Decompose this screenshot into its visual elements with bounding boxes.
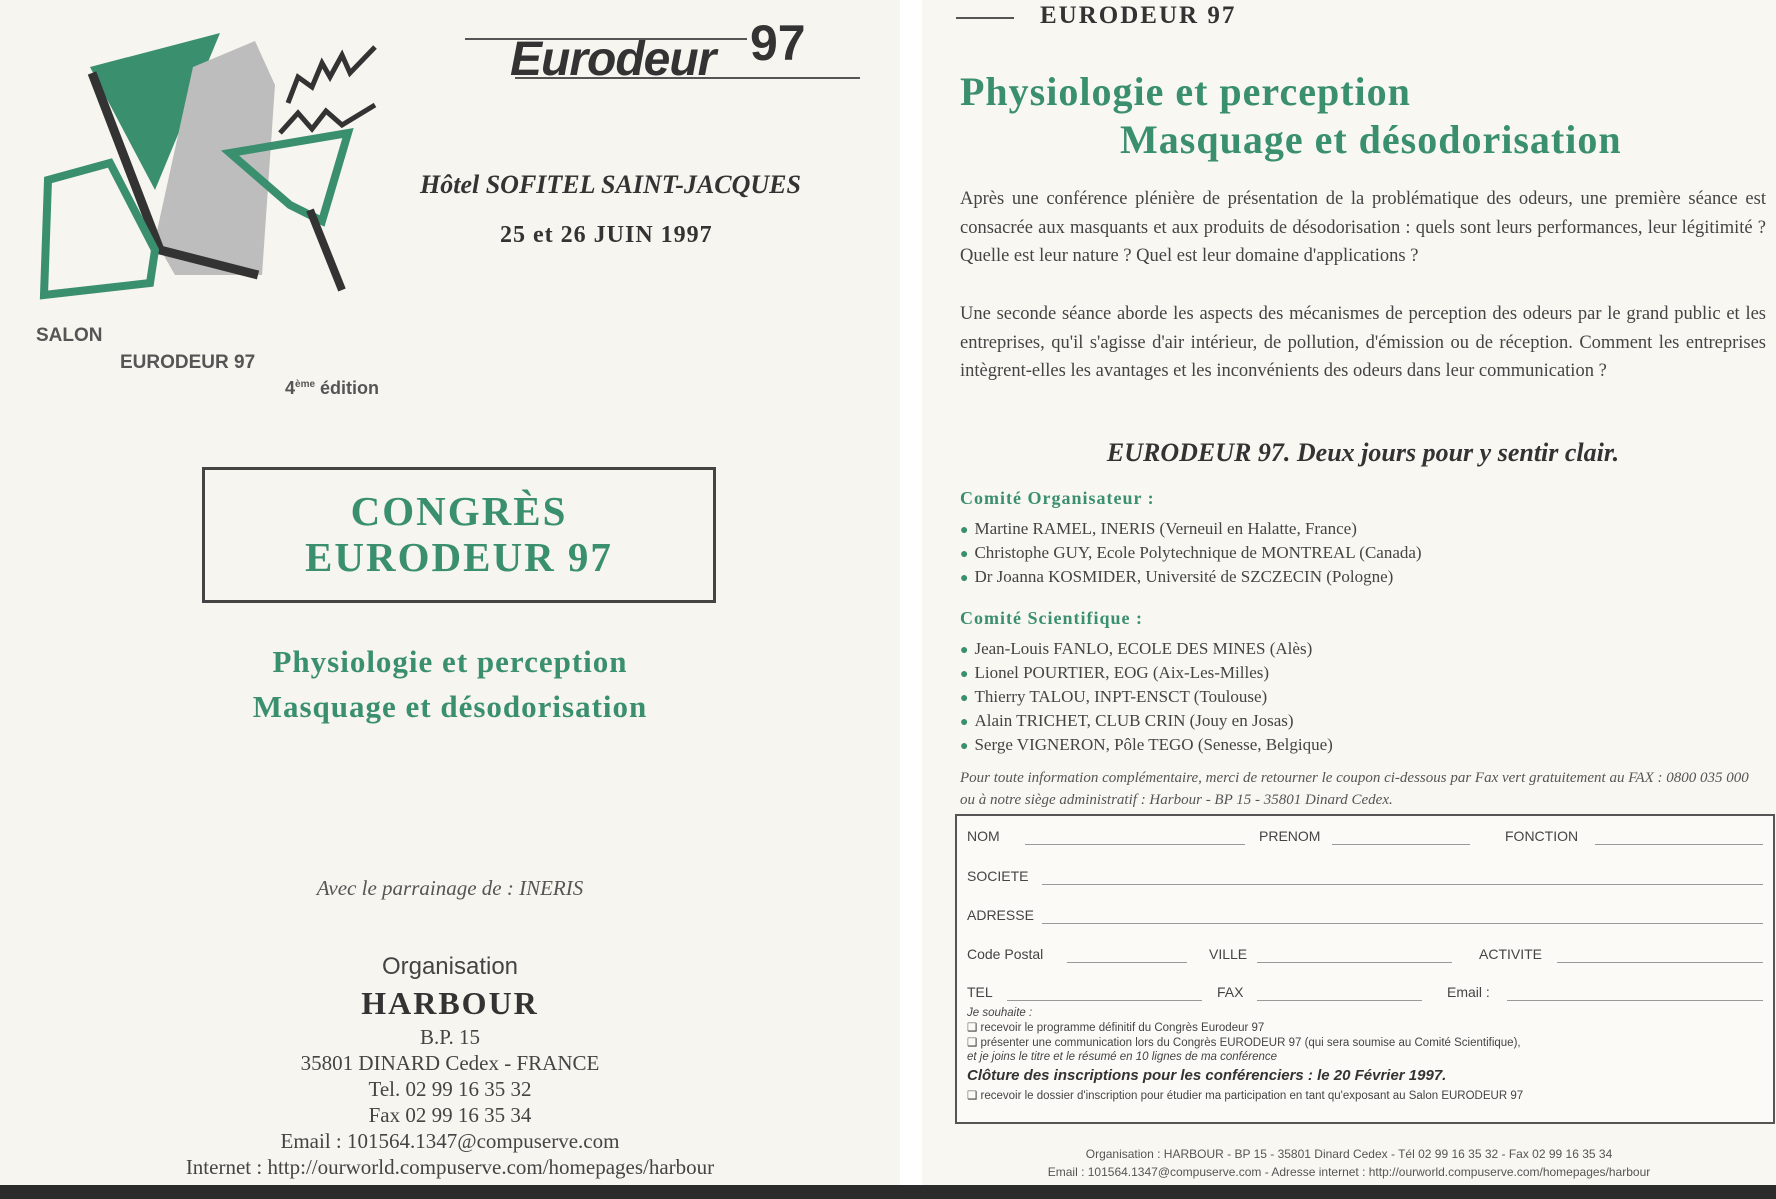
organisation-fax: Fax 02 99 16 35 34: [368, 1103, 532, 1127]
page-title-line1: Physiologie et perception: [960, 69, 1411, 114]
tel-label: TEL: [967, 984, 993, 1000]
list-item: ● Jean-Louis FANLO, ECOLE DES MINES (Alès): [960, 638, 1333, 662]
page-title-line2: Masquage et désodorisation: [1120, 117, 1622, 162]
logo-zigzag-bottom: [280, 105, 375, 133]
fax-label: FAX: [1217, 984, 1244, 1000]
header-eurodeur-word: Eurodeur: [510, 33, 716, 86]
list-item: ● Thierry TALOU, INPT-ENSCT (Toulouse): [960, 686, 1333, 710]
form-row-city: [967, 946, 1763, 966]
organisation-tel: Tel. 02 99 16 35 32: [368, 1077, 532, 1101]
form-row-adresse: [967, 907, 1763, 927]
list-item: ● Lionel POURTIER, EOG (Aix-Les-Milles): [960, 662, 1333, 686]
event-dates: 25 et 26 JUIN 1997: [500, 222, 713, 248]
page-header: EURODEUR 97: [1040, 2, 1237, 29]
intro-paragraph-2: Une seconde séance aborde les aspects des mécanismes de perception des odeurs par le grand public et les entreprises, qu'il s'agisse d'air intérieur, de pollution, d'émission ou de réception. Comment les entreprises intègrent-elles les avantages et les inconvénients des odeurs dans leur communication ?: [960, 304, 1766, 381]
form-row-societe: [967, 868, 1763, 888]
organisation-internet: Internet : http://ourworld.compuserve.com/homepages/harbour: [185, 1155, 715, 1179]
email-field[interactable]: [1507, 1000, 1763, 1001]
list-item: ● Dr Joanna KOSMIDER, Université de SZCZECIN (Pologne): [960, 566, 1422, 590]
ville-label: VILLE: [1209, 946, 1248, 962]
registration-coupon: [955, 814, 1775, 1124]
organisation-bp: B.P. 15: [419, 1025, 481, 1049]
nom-field[interactable]: [1025, 844, 1245, 845]
venue-name: Hôtel SOFITEL SAINT-JACQUES: [420, 170, 801, 199]
header-rule: [956, 17, 1014, 19]
congres-line2: EURODEUR 97: [305, 534, 613, 580]
edition-label: 4ème édition: [285, 378, 380, 398]
souhaite-label: Je souhaite :: [967, 1007, 1033, 1019]
organising-committee-list: [960, 518, 1422, 590]
salon-label: SALON: [36, 325, 103, 346]
activite-label: ACTIVITE: [1479, 946, 1543, 962]
fonction-label: FONCTION: [1505, 828, 1579, 844]
fax-field[interactable]: [1257, 1000, 1422, 1001]
scientific-committee-list: [960, 638, 1333, 758]
organisation-city: 35801 DINARD Cedex - FRANCE: [300, 1051, 600, 1075]
salon-eurodeur-label: EURODEUR 97: [120, 352, 256, 373]
sponsorship-text: Avec le parrainage de : INERIS: [316, 876, 584, 900]
bottom-border: [0, 1185, 1776, 1199]
organising-committee-title: Comité Organisateur :: [960, 488, 1155, 508]
form-row-contact: [967, 984, 1763, 1004]
intro-paragraph-1: Après une conférence plénière de présentation de la problématique des odeurs, une première séance est consacrée aux masquants et aux produits de désodorisation : quels sont leurs performances, leur légitimité ? Quelle est leur nature ? Quel est leur domaine d'applications ?: [960, 189, 1766, 266]
organisation-label: Organisation: [381, 953, 519, 980]
info-note: Pour toute information complémentaire, merci de retourner le coupon ci-dessous par Fax vert gratuitement au FAX : 0800 035 000 ou à notre siège administratif : Harbour - BP 15 - 35801 Dinard Cedex.: [960, 770, 1749, 808]
prenom-label: PRENOM: [1259, 828, 1321, 844]
tel-field[interactable]: [1007, 1000, 1202, 1001]
list-item: ● Martine RAMEL, INERIS (Verneuil en Halatte, France): [960, 518, 1422, 542]
code-postal-field[interactable]: [1067, 962, 1187, 963]
congres-line1: CONGRÈS: [350, 488, 568, 534]
option-communication-checkbox[interactable]: ❑ présenter une communication lors du Congrès EURODEUR 97 (qui sera soumise au Comité Scientifique),: [967, 1037, 1521, 1049]
closing-date-notice: Clôture des inscriptions pour les conférenciers : le 20 Février 1997.: [967, 1067, 1447, 1084]
adresse-label: ADRESSE: [967, 907, 1034, 923]
congres-title-box: [202, 467, 716, 603]
option-exposant-checkbox[interactable]: ❑ recevoir le dossier d'inscription pour étudier ma participation en tant qu'exposant au Salon EURODEUR 97: [967, 1090, 1524, 1102]
organisation-name: HARBOUR: [361, 985, 539, 1021]
organisation-email: Email : 101564.1347@compuserve.com: [280, 1129, 620, 1153]
prenom-field[interactable]: [1332, 844, 1470, 845]
activite-field[interactable]: [1557, 962, 1763, 963]
option-communication-note: et je joins le titre et le résumé en 10 lignes de ma conférence: [967, 1051, 1278, 1063]
list-item: ● Serge VIGNERON, Pôle TEGO (Senesse, Belgique): [960, 734, 1333, 758]
societe-field[interactable]: [1042, 884, 1763, 885]
ville-field[interactable]: [1257, 962, 1452, 963]
list-item: ● Alain TRICHET, CLUB CRIN (Jouy en Josas): [960, 710, 1333, 734]
adresse-field[interactable]: [1042, 923, 1763, 924]
logo-black-stick: [310, 210, 342, 290]
slogan: EURODEUR 97. Deux jours pour y sentir clair.: [1106, 438, 1620, 467]
theme-line1: Physiologie et perception: [272, 644, 628, 679]
footer-address: Organisation : HARBOUR - BP 15 - 35801 Dinard Cedex - Tél 02 99 16 35 32 - Fax 02 99 16 35 34: [1085, 1147, 1613, 1161]
societe-label: SOCIETE: [967, 868, 1029, 884]
footer-contact: Email : 101564.1347@compuserve.com - Adresse internet : http://ourworld.compuserve.com/homepages/harbour: [1047, 1165, 1651, 1179]
scientific-committee-title: Comité Scientifique :: [960, 608, 1143, 628]
header-year-number: 97: [750, 15, 806, 71]
nom-label: NOM: [967, 828, 1000, 844]
logo-zigzag-top: [288, 47, 375, 103]
fonction-field[interactable]: [1595, 844, 1763, 845]
theme-line2: Masquage et désodorisation: [252, 689, 648, 724]
email-label: Email :: [1447, 984, 1490, 1000]
eurodeur-header: [465, 12, 860, 87]
option-programme-checkbox[interactable]: ❑ recevoir le programme définitif du Congrès Eurodeur 97: [967, 1022, 1265, 1034]
eurodeur-logo: [30, 25, 390, 315]
form-row-name: [967, 828, 1763, 848]
code-postal-label: Code Postal: [967, 946, 1044, 962]
list-item: ● Christophe GUY, Ecole Polytechnique de MONTREAL (Canada): [960, 542, 1422, 566]
brochure-inner-page: [922, 0, 1776, 1185]
